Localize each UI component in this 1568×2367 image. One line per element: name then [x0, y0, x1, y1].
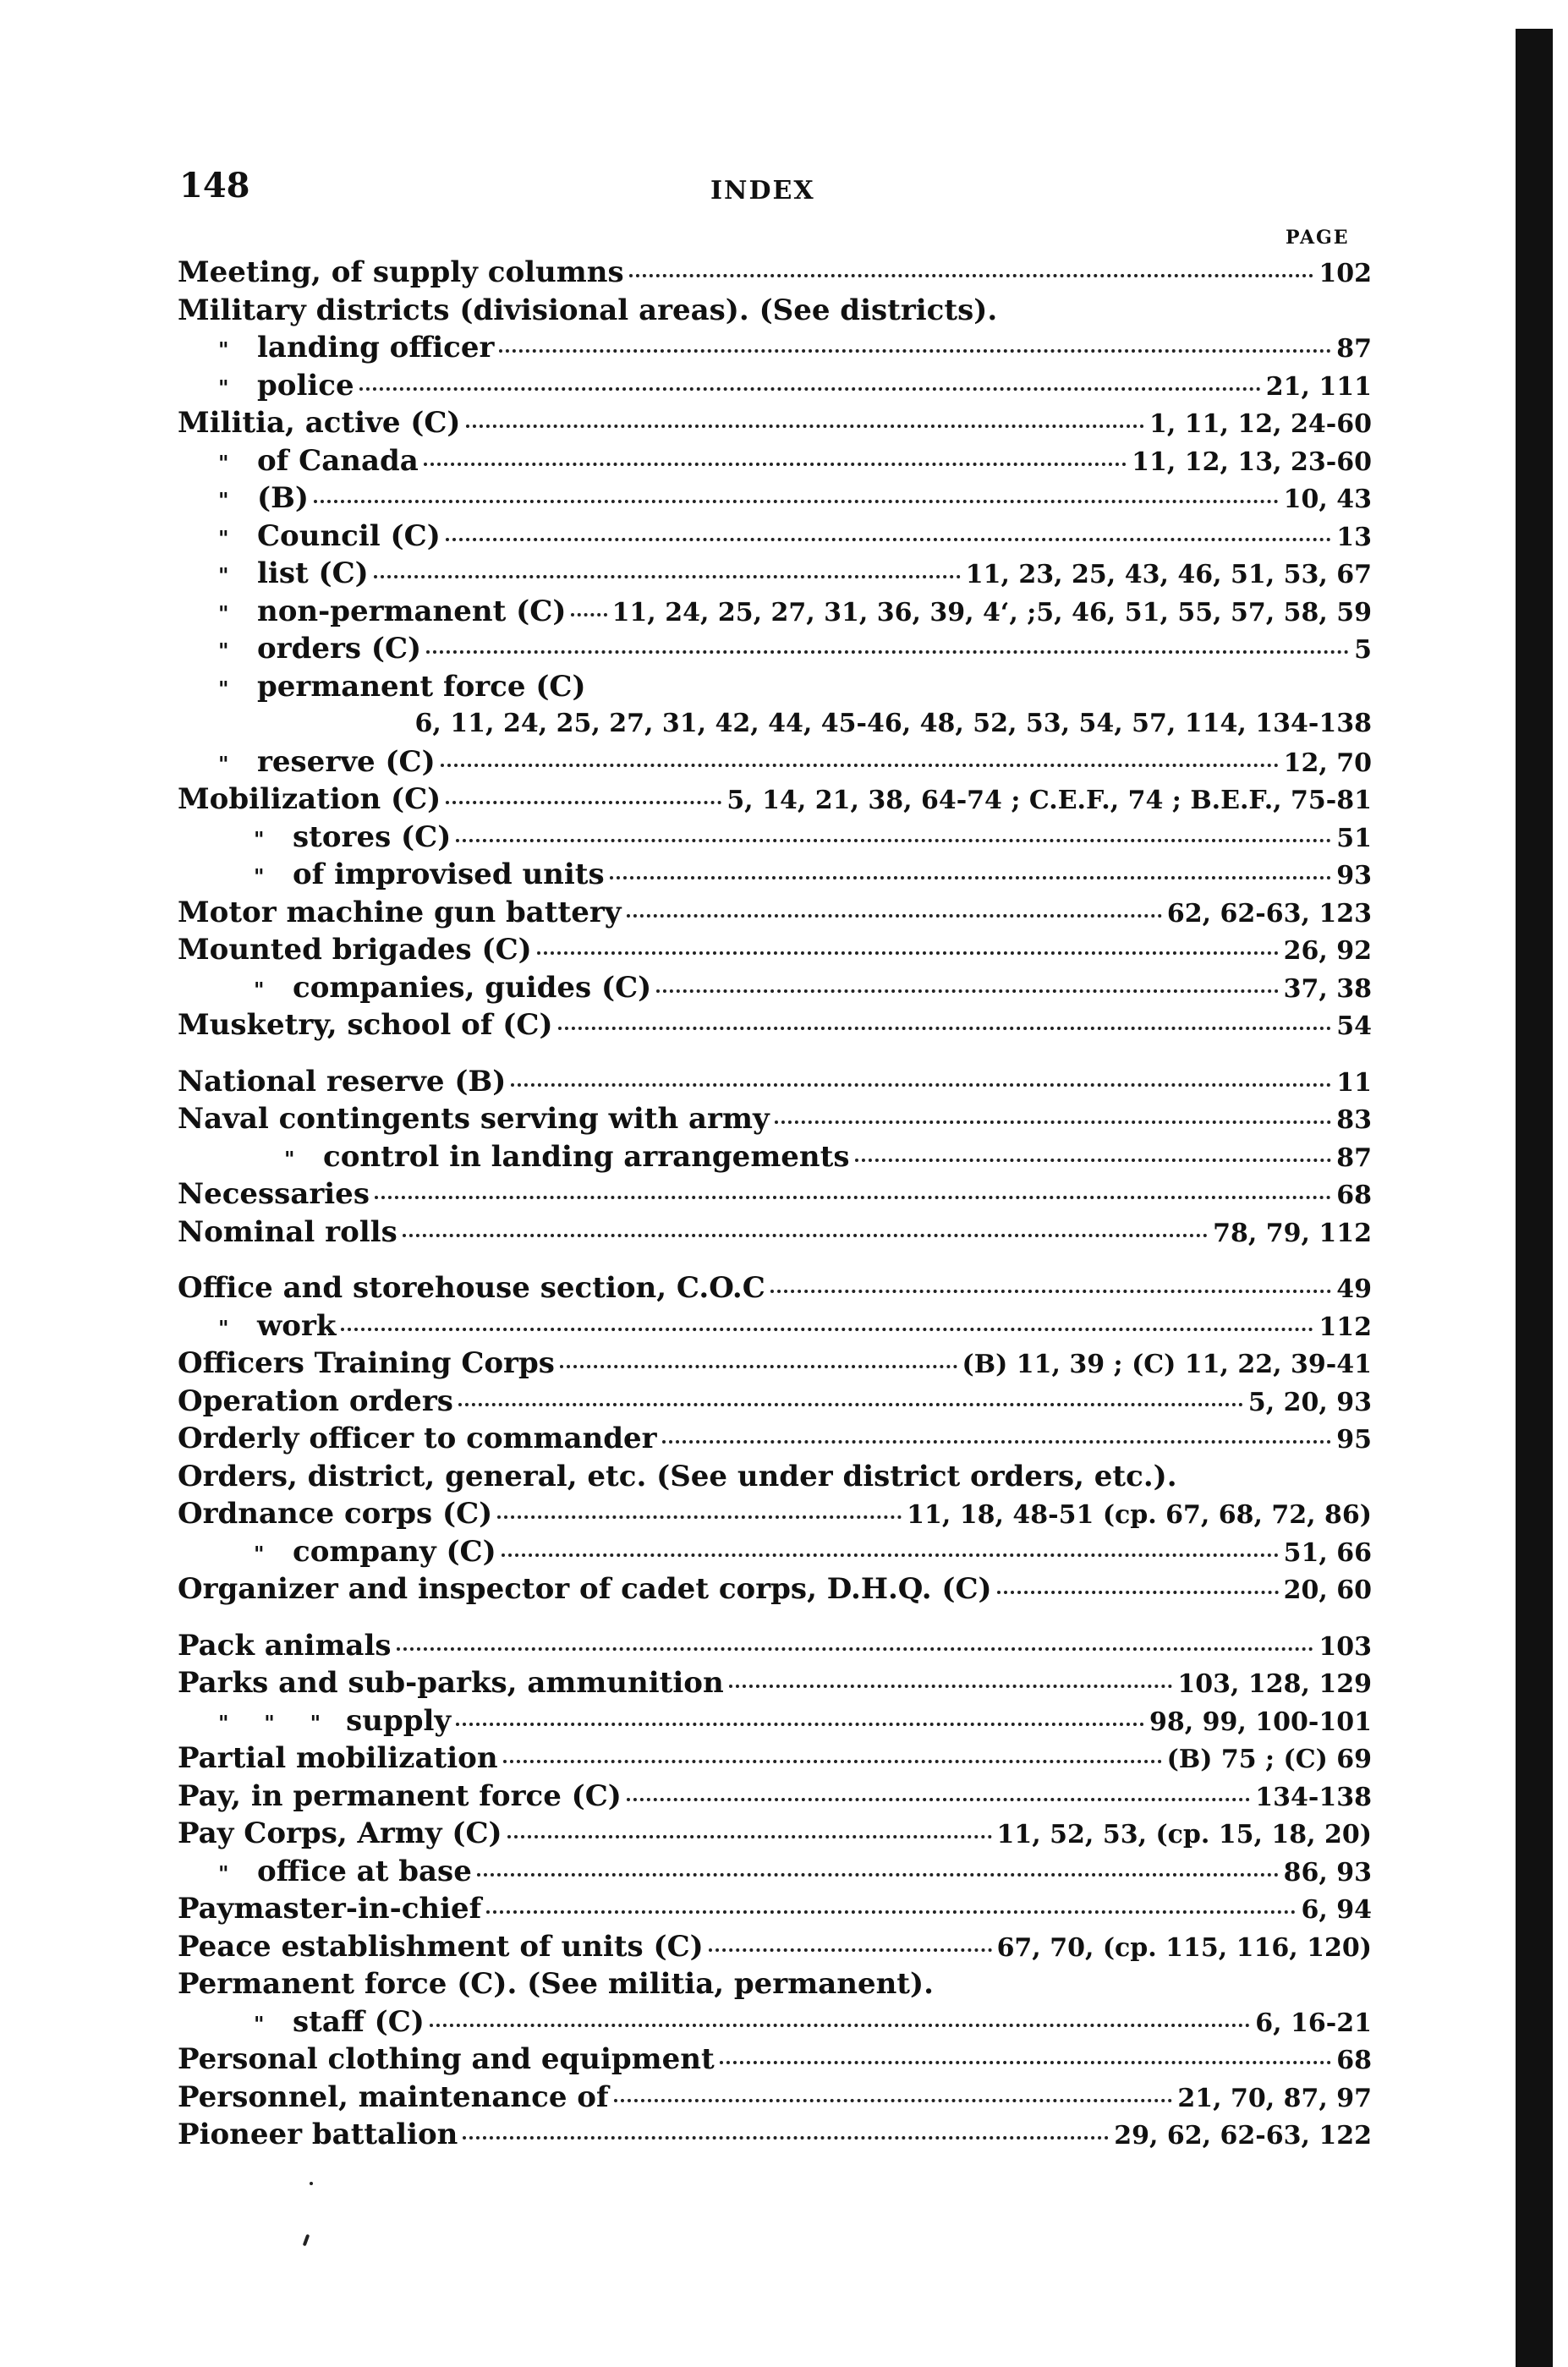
ditto-mark: " [254, 2011, 265, 2036]
dot-leader [456, 838, 1331, 842]
dot-leader [424, 462, 1127, 466]
index-entry [178, 518, 1372, 556]
index-entry [178, 1175, 1372, 1214]
index-entry [178, 1570, 1372, 1608]
page-references: 87 [1336, 1142, 1372, 1173]
dot-leader [426, 649, 1349, 654]
dot-leader [499, 348, 1331, 353]
entry-term: staff (C) [293, 2004, 425, 2039]
dot-leader [486, 1909, 1296, 1914]
index-entry [178, 1495, 1372, 1533]
index-entry [178, 2116, 1372, 2154]
index-entry [178, 2079, 1372, 2117]
page-references: 98, 99, 100-101 [1149, 1707, 1372, 1737]
index-entry [178, 1853, 1372, 1891]
entry-term: Office and storehouse section, C.O.C [178, 1271, 765, 1305]
entry-term: Pay, in permanent force (C) [178, 1778, 622, 1813]
entry-term: Mounted brigades (C) [178, 933, 532, 967]
entry-term: Naval contingents serving with army [178, 1102, 770, 1136]
index-entry [178, 1006, 1372, 1044]
ditto-mark: " [254, 1541, 265, 1566]
dot-leader [729, 1684, 1173, 1688]
entry-term: Permanent force (C). (See militia, permanent). [178, 1967, 934, 2001]
entry-term: stores (C) [293, 819, 452, 854]
ditto-mark: " [218, 450, 229, 475]
index-entry [178, 479, 1372, 518]
page-references: 13 [1336, 522, 1372, 552]
entry-term: Partial mobilization [178, 1741, 498, 1775]
index-entry [178, 1627, 1372, 1665]
dot-leader [397, 1646, 1314, 1651]
index-entry [178, 593, 1372, 631]
page-references: 68 [1336, 2046, 1372, 2075]
dot-leader [770, 1289, 1331, 1293]
entry-term: Ordnance corps (C) [178, 1497, 493, 1531]
entry-term: Officers Training Corps [178, 1346, 555, 1380]
dot-leader [662, 1439, 1332, 1444]
ditto-mark: " [218, 600, 229, 626]
dot-leader [629, 273, 1314, 277]
dot-leader [775, 1120, 1332, 1124]
dot-leader [610, 875, 1332, 879]
index-entry [178, 1458, 1372, 1496]
dot-leader [855, 1158, 1332, 1162]
entry-term: control in landing arrangements [323, 1139, 850, 1174]
page-references: (B) 11, 39 ; (C) 11, 22, 39-41 [962, 1350, 1372, 1379]
entry-term: Motor machine gun battery [178, 895, 622, 929]
page-references: 51, 66 [1283, 1537, 1372, 1568]
dot-leader [709, 1948, 992, 1952]
dot-leader [341, 1327, 1313, 1331]
page-references: 21, 70, 87, 97 [1177, 2083, 1372, 2113]
index-entry [178, 1890, 1372, 1928]
page-references: 21, 111 [1265, 371, 1372, 402]
dot-leader [511, 1082, 1331, 1087]
page-references: 11, 24, 25, 27, 31, 36, 39, 4‘, ;5, 46, 51, 55, 57, 58, 59 [611, 597, 1372, 627]
entry-term: Orders, district, general, etc. (See under district orders, etc.). [178, 1459, 1177, 1493]
page-references: (B) 75 ; (C) 69 [1166, 1745, 1372, 1774]
entry-term: Pack animals [178, 1628, 392, 1663]
index-entry [178, 630, 1372, 668]
index-entry [178, 1664, 1372, 1702]
page-references: 112 [1319, 1312, 1372, 1342]
page-edge-shadow [1516, 29, 1553, 2367]
entry-term: Meeting, of supply columns [178, 255, 624, 289]
entry-term: Personnel, maintenance of [178, 2079, 609, 2114]
entry-term: (B) [257, 481, 309, 515]
entry-term: Operation orders [178, 1383, 453, 1418]
entry-term: non-permanent (C) [257, 594, 567, 628]
index-entry [178, 1269, 1372, 1307]
ditto-mark: " [218, 1860, 229, 1886]
dot-leader [458, 1402, 1243, 1406]
index-entry [178, 705, 1372, 743]
index-entry [178, 1815, 1372, 1853]
ditto-mark: " [218, 337, 229, 362]
index-entry [178, 1063, 1372, 1101]
ditto-mark: " [218, 488, 229, 512]
index-entry [178, 1307, 1372, 1345]
index-entry [178, 555, 1372, 593]
index-entry [178, 2041, 1372, 2079]
page-references: 11, 23, 25, 43, 46, 51, 53, 67 [965, 560, 1372, 589]
entry-term: company (C) [293, 1534, 496, 1569]
index-entry [178, 329, 1372, 367]
page-references: 12, 70 [1283, 748, 1372, 778]
page-references: 5, 14, 21, 38, 64-74 ; C.E.F., 74 ; B.E.F., 75-81 [726, 786, 1372, 815]
index-entry [178, 1702, 1372, 1740]
index-entry [178, 1778, 1372, 1816]
index-entry [178, 668, 1372, 706]
page-references: 37, 38 [1283, 973, 1372, 1004]
dot-leader [497, 1515, 902, 1519]
page-references: 20, 60 [1283, 1575, 1372, 1605]
ditto-mark: " [218, 563, 229, 588]
page-references: 11, 12, 13, 23-60 [1132, 447, 1372, 477]
index-entry [178, 1214, 1372, 1252]
dot-leader [446, 800, 721, 804]
ditto-mark: " [254, 977, 265, 1002]
entry-term: Peace establishment of units (C) [178, 1929, 704, 1964]
page-references: 103, 128, 129 [1177, 1669, 1372, 1699]
entry-term: of Canada [257, 443, 419, 478]
entry-term: Nominal rolls [178, 1214, 397, 1249]
entry-term: permanent force (C) [257, 669, 586, 704]
page-references: 49 [1336, 1274, 1372, 1304]
entry-term: reserve (C) [257, 744, 436, 779]
index-entry [178, 1138, 1372, 1176]
page-references: 11, 18, 48-51 (cp. 67, 68, 72, 86) [907, 1500, 1372, 1530]
entry-term: Council (C) [257, 518, 441, 553]
index-entry [178, 442, 1372, 480]
index-entry [178, 856, 1372, 894]
index-entry [178, 1740, 1372, 1778]
index-entry [178, 1965, 1372, 2003]
entry-term: Organizer and inspector of cadet corps, D.H.Q. (C) [178, 1572, 992, 1606]
ditto-mark: " [218, 1315, 229, 1340]
dot-leader [403, 1233, 1208, 1237]
dot-leader [359, 386, 1261, 391]
page-references: 11, 52, 53, (cp. 15, 18, 20) [996, 1820, 1372, 1849]
dot-leader [502, 1553, 1279, 1557]
entry-term: Parks and sub-parks, ammunition [178, 1666, 724, 1700]
dot-leader [374, 574, 961, 578]
index-entry [178, 367, 1372, 405]
page-number: 148 [179, 166, 250, 205]
page-references: 86, 93 [1283, 1857, 1372, 1888]
index-entry [178, 894, 1372, 932]
dot-leader [627, 1797, 1250, 1801]
dot-leader [503, 1759, 1162, 1763]
page-references: 67, 70, (cp. 115, 116, 120) [996, 1932, 1372, 1963]
entry-term: Musketry, school of (C) [178, 1008, 553, 1042]
entry-term: landing officer [257, 331, 495, 364]
page-references: 11 [1336, 1067, 1372, 1098]
running-head: INDEX [710, 176, 815, 205]
page-references: 102 [1319, 259, 1372, 288]
page-references: 95 [1336, 1425, 1372, 1455]
page-references: 26, 92 [1283, 936, 1372, 966]
dot-leader [466, 424, 1144, 428]
ditto-mark: " [254, 864, 265, 889]
entry-term: orders (C) [257, 632, 422, 666]
dot-leader [430, 2023, 1250, 2027]
dot-leader [627, 913, 1162, 918]
page-references: 87 [1336, 334, 1372, 364]
entry-term: companies, guides (C) [293, 970, 652, 1005]
dot-leader [997, 1590, 1279, 1594]
entry-term: work [257, 1308, 337, 1343]
page-references: 6, 94 [1301, 1895, 1372, 1925]
entry-term: Orderly officer to commander [178, 1422, 657, 1455]
entry-term: Pioneer battalion [178, 2118, 458, 2151]
dot-leader [614, 2098, 1173, 2102]
entry-term: Militia, active (C) [178, 406, 461, 440]
entry-term: Pay Corps, Army (C) [178, 1816, 502, 1850]
page-references: 5 [1354, 635, 1372, 665]
ditto-mark: " [218, 638, 229, 663]
page-references: 51 [1336, 823, 1372, 853]
entry-term: Necessaries [178, 1177, 370, 1211]
dot-leader [558, 1026, 1332, 1030]
entry-term: Mobilization (C) [178, 782, 441, 816]
entry-term: of improvised units [293, 857, 605, 891]
page-column-label: PAGE [1286, 227, 1350, 249]
dot-leader [477, 1872, 1279, 1877]
ditto-mark: " [218, 751, 229, 776]
index-entry [178, 931, 1372, 969]
entry-term: Military districts (divisional areas). (See districts). [178, 293, 998, 327]
dot-leader [441, 763, 1279, 767]
dot-leader [375, 1195, 1331, 1199]
dot-leader [720, 2060, 1332, 2064]
ditto-mark: " " " [218, 1710, 321, 1735]
index-entry [178, 819, 1372, 857]
index-entry [178, 1100, 1372, 1138]
page-references: 29, 62, 62-63, 122 [1114, 2121, 1372, 2151]
page-references: 93 [1336, 861, 1372, 890]
page-references: 62, 62-63, 123 [1166, 898, 1372, 929]
dot-leader [446, 537, 1331, 541]
page-references: 83 [1336, 1105, 1372, 1135]
dot-leader [537, 951, 1279, 955]
ditto-mark: " [218, 676, 229, 701]
page-references: 54 [1336, 1011, 1372, 1041]
ditto-mark: " [284, 1146, 295, 1171]
index-entry [178, 1383, 1372, 1421]
page-references: 10, 43 [1283, 485, 1372, 514]
index-entry [178, 743, 1372, 781]
entry-term: police [257, 368, 354, 403]
entry-term: National reserve (B) [178, 1064, 507, 1099]
entry-term: Personal clothing and equipment [178, 2042, 715, 2076]
index-list [178, 254, 1372, 2154]
entry-term: list (C) [257, 556, 369, 590]
ditto-mark: " [218, 525, 229, 551]
dot-leader [456, 1722, 1144, 1726]
page-references: 1, 11, 12, 24-60 [1149, 409, 1372, 439]
scan-specks [304, 2182, 321, 2249]
page-references: 6, 16-21 [1255, 2008, 1372, 2038]
dot-leader [656, 989, 1278, 993]
index-entry [178, 1420, 1372, 1458]
index-entry [178, 292, 1372, 330]
index-entry [178, 404, 1372, 442]
index-entry [178, 1533, 1372, 1571]
dot-leader [463, 2135, 1109, 2140]
entry-term: supply [346, 1703, 452, 1738]
dot-leader [560, 1364, 957, 1368]
index-entry [178, 781, 1372, 819]
page-references: 78, 79, 112 [1213, 1218, 1372, 1248]
page-references: 6, 11, 24, 25, 27, 31, 42, 44, 45-46, 48, 52, 53, 54, 57, 114, 134-138 [414, 709, 1372, 738]
ditto-mark: " [254, 826, 265, 852]
entry-term: Paymaster-in-chief [178, 1892, 482, 1926]
index-entry [178, 1345, 1372, 1383]
page-references: 5, 20, 93 [1247, 1387, 1372, 1417]
index-entry [178, 254, 1372, 292]
index-entry [178, 2003, 1372, 2041]
index-entry [178, 1928, 1372, 1966]
index-entry [178, 969, 1372, 1007]
page-references: 134-138 [1255, 1782, 1372, 1812]
dot-leader [571, 612, 606, 616]
ditto-mark: " [218, 375, 229, 400]
entry-term: office at base [257, 1854, 472, 1888]
dot-leader [507, 1834, 992, 1838]
page-references: 68 [1336, 1181, 1372, 1210]
dot-leader [314, 499, 1279, 503]
page-references: 103 [1319, 1631, 1372, 1662]
